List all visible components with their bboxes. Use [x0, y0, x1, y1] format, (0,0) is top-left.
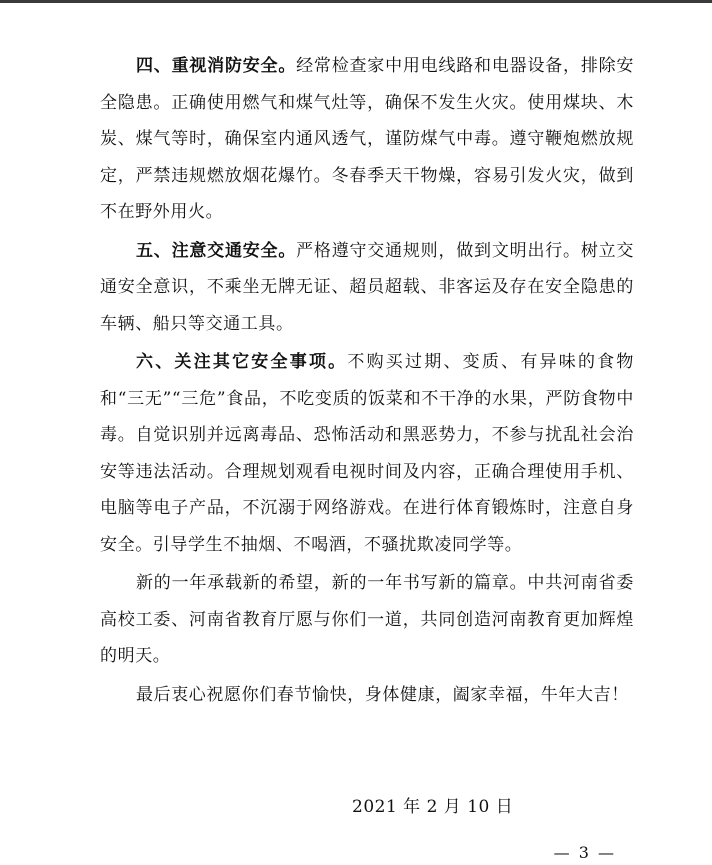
document-body	[100, 48, 634, 713]
closing-paragraph: 新的一年承载新的希望，新的一年书写新的篇章。中共河南省委高校工委、河南省教育厅愿与你们一道，共同创造河南教育更加辉煌的明天。	[100, 573, 634, 666]
closing-wishes: 最后衷心祝愿你们春节愉快，身体健康，阖家幸福，牛年大吉！	[136, 684, 629, 705]
section-traffic-safety	[100, 233, 634, 343]
section-heading: 六、关注其它安全事项。	[136, 352, 348, 372]
section-other-safety	[100, 344, 634, 563]
section-fire-safety	[100, 48, 634, 231]
top-border-rule	[0, 0, 712, 3]
section-text: 经常检查家中用电线路和电器设备，排除安全隐患。正确使用燃气和煤气灶等，确保不发生火灾。使用煤块、木炭、煤气等时，确保室内通风透气，谨防煤气中毒。遵守鞭炮燃放规定，严禁违规燃放烟花爆竹。冬春季天干物燥，容易引发火灾，做到不在野外用火。	[100, 56, 634, 222]
section-text: 不购买过期、变质、有异味的食物和“三无”“三危”食品，不吃变质的饭菜和不干净的水果，严防食物中毒。自觉识别并远离毒品、恐怖活动和黑恶势力，不参与扰乱社会治安等违法活动。合理规划观看电视时间及内容，正确合理使用手机、电脑等电子产品，不沉溺于网络游戏。在进行体育锻炼时，注意自身安全。引导学生不抽烟、不喝酒，不骚扰欺凌同学等。	[100, 352, 634, 555]
page-number: — 3 —	[553, 843, 616, 862]
section-heading: 四、重视消防安全。	[136, 56, 297, 76]
section-heading: 五、注意交通安全。	[136, 240, 297, 261]
section-text: 严格遵守交通规则，做到文明出行。树立交通安全意识，不乘坐无牌无证、超员超载、非客运及存在安全隐患的车辆、船只等交通工具。	[100, 240, 634, 334]
document-date: 2021 年 2 月 10 日	[352, 797, 514, 817]
